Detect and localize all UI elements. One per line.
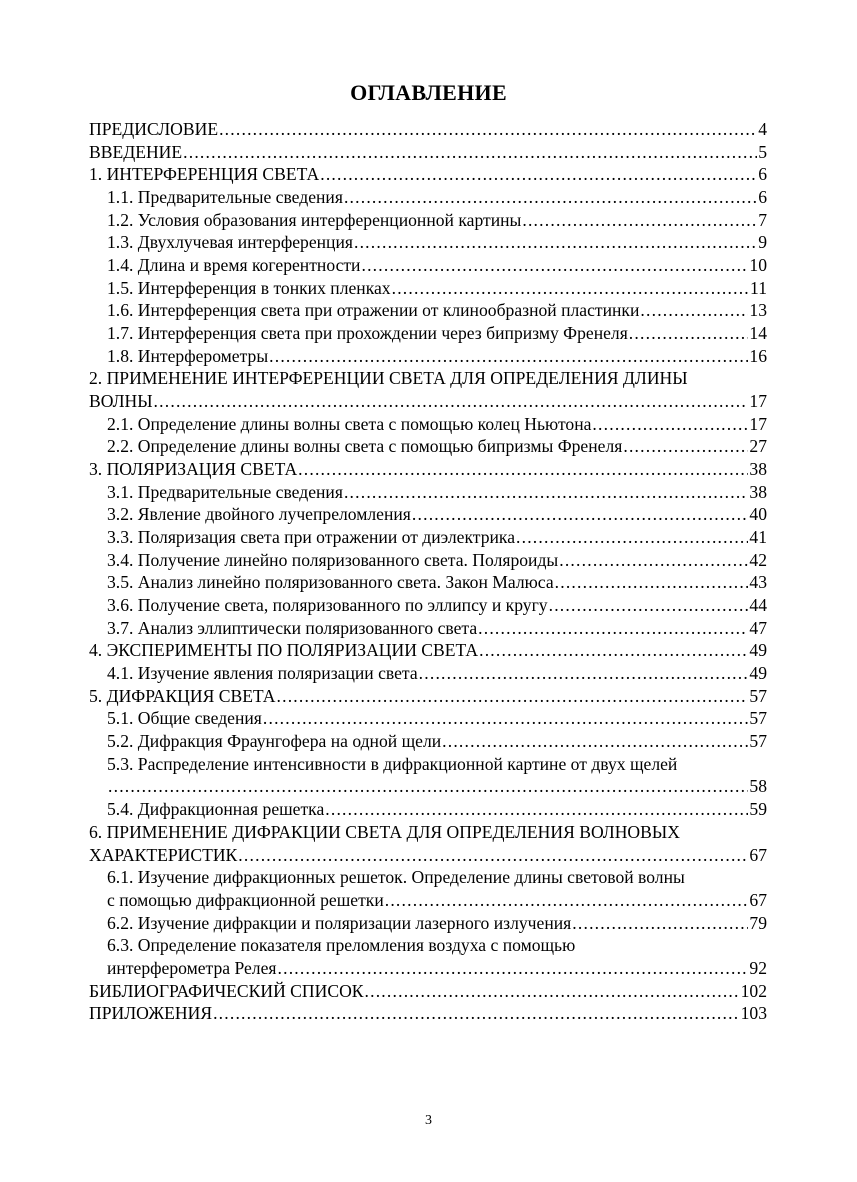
toc-entry-page: 27 bbox=[749, 436, 767, 457]
dot-leader bbox=[516, 526, 748, 549]
toc-entry[interactable] bbox=[89, 163, 767, 186]
toc-entry[interactable] bbox=[89, 231, 767, 254]
toc-entry-title: 4.1. Изучение явления поляризации света bbox=[107, 663, 418, 684]
toc-entry-title: 5. ДИФРАКЦИЯ СВЕТА bbox=[89, 685, 276, 706]
toc-entry[interactable] bbox=[89, 526, 767, 549]
toc-entry-title: 1.8. Интерферометры bbox=[107, 345, 269, 366]
toc-entry-page: 4 bbox=[758, 119, 767, 139]
toc-entry-page: 49 bbox=[749, 663, 767, 684]
toc-entry-page: 43 bbox=[749, 572, 767, 593]
dot-leader bbox=[478, 617, 748, 640]
toc-entry-title: 1.1. Предварительные сведения bbox=[107, 187, 343, 208]
toc-entry[interactable] bbox=[89, 798, 767, 821]
toc-entry-title: 3.2. Явление двойного лучепреломления bbox=[107, 504, 411, 525]
dot-leader bbox=[442, 730, 748, 753]
dot-leader bbox=[344, 186, 757, 209]
toc-entry-page: 38 bbox=[749, 459, 767, 480]
dot-leader bbox=[298, 458, 748, 481]
dot-leader bbox=[361, 254, 748, 277]
toc-entry-title: 1. ИНТЕРФЕРЕНЦИЯ СВЕТА bbox=[89, 164, 320, 185]
toc-entry-page: 59 bbox=[749, 799, 767, 820]
toc-entry-title: ХАРАКТЕРИСТИК bbox=[89, 844, 238, 865]
toc-entry[interactable] bbox=[89, 413, 767, 436]
toc-entry-page: 5 bbox=[758, 141, 767, 162]
toc-entry-page: 47 bbox=[749, 617, 767, 638]
toc-entry[interactable] bbox=[89, 549, 767, 572]
toc-entry-page: 17 bbox=[749, 413, 767, 434]
dot-leader bbox=[629, 322, 749, 345]
toc-entry-page: 6 bbox=[758, 164, 767, 185]
toc-entry-page: 57 bbox=[749, 708, 767, 729]
toc-entry-title: 5.1. Общие сведения bbox=[107, 708, 262, 729]
page-title: ОГЛАВЛЕНИЕ bbox=[350, 80, 507, 105]
toc-entry[interactable] bbox=[89, 503, 767, 526]
toc-entry-page: 44 bbox=[749, 595, 767, 616]
toc-entry-title: 3.3. Поляризация света при отражении от диэлектрика bbox=[107, 527, 515, 548]
toc-entry-title: 1.6. Интерференция света при отражении от клинообразной пластинки bbox=[107, 300, 640, 321]
toc-entry-title: 3.1. Предварительные сведения bbox=[107, 481, 343, 502]
toc-entry[interactable] bbox=[89, 481, 767, 504]
toc-entry-first-line: 6.1. Изучение дифракционных решеток. Определение длины световой волны bbox=[107, 867, 685, 888]
toc-entry-page: 42 bbox=[749, 549, 767, 570]
toc-entry-title: ВВЕДЕНИЕ bbox=[89, 141, 183, 162]
dot-leader bbox=[238, 844, 748, 867]
dot-leader bbox=[392, 277, 749, 300]
dot-leader bbox=[277, 685, 749, 708]
toc-entry[interactable] bbox=[89, 390, 767, 413]
toc-entry-title: 6.2. Изучение дифракции и поляризации лазерного излучения bbox=[107, 912, 572, 933]
table-of-contents bbox=[89, 118, 767, 1025]
toc-entry[interactable] bbox=[89, 141, 767, 164]
toc-entry[interactable] bbox=[89, 775, 767, 798]
toc-entry[interactable] bbox=[89, 186, 767, 209]
toc-entry[interactable] bbox=[89, 254, 767, 277]
toc-entry-title: 3.4. Получение линейно поляризованного света. Поляроиды bbox=[107, 549, 559, 570]
toc-entry-page: 57 bbox=[749, 685, 767, 706]
toc-entry[interactable] bbox=[89, 844, 767, 867]
dot-leader bbox=[522, 209, 757, 232]
toc-entry-title: 2.1. Определение длины волны света с помощью колец Ньютона bbox=[107, 413, 592, 434]
toc-entry-page: 67 bbox=[749, 889, 767, 910]
toc-entry-first-line: 5.3. Распределение интенсивности в дифракционной картине от двух щелей bbox=[107, 753, 678, 774]
toc-entry-title: 4. ЭКСПЕРИМЕНТЫ ПО ПОЛЯРИЗАЦИИ СВЕТА bbox=[89, 640, 479, 661]
toc-entry-page: 57 bbox=[749, 731, 767, 752]
toc-entry[interactable] bbox=[89, 912, 767, 935]
page-number: 3 bbox=[425, 1113, 432, 1128]
toc-entry-title: 2.2. Определение длины волны света с помощью бипризмы Френеля bbox=[107, 436, 623, 457]
toc-entry-first-line: 2. ПРИМЕНЕНИЕ ИНТЕРФЕРЕНЦИИ СВЕТА ДЛЯ ОПРЕДЕЛЕНИЯ ДЛИНЫ bbox=[89, 368, 688, 389]
toc-entry-title: ВОЛНЫ bbox=[89, 391, 153, 412]
toc-entry-title: 1.2. Условия образования интерференционной картины bbox=[107, 209, 522, 230]
toc-entry[interactable] bbox=[89, 730, 767, 753]
dot-leader bbox=[344, 481, 748, 504]
dot-leader bbox=[325, 798, 748, 821]
toc-entry-page: 10 bbox=[749, 255, 767, 276]
toc-entry-title: БИБЛИОГРАФИЧЕСКИЙ СПИСОК bbox=[89, 980, 364, 1001]
toc-entry-page: 103 bbox=[740, 1003, 767, 1024]
toc-entry[interactable] bbox=[89, 639, 767, 662]
toc-entry-title: 1.7. Интерференция света при прохождении через бипризму Френеля bbox=[107, 323, 628, 344]
toc-entry-page: 14 bbox=[749, 323, 767, 344]
toc-entry[interactable] bbox=[89, 209, 767, 232]
toc-entry[interactable] bbox=[89, 957, 767, 980]
dot-leader bbox=[419, 662, 749, 685]
dot-leader bbox=[269, 345, 748, 368]
toc-entry-page: 6 bbox=[758, 187, 767, 208]
dot-leader bbox=[572, 912, 748, 935]
toc-entry-title: 3.7. Анализ эллиптически поляризованного света bbox=[107, 617, 478, 638]
toc-entry-title: ПРИЛОЖЕНИЯ bbox=[89, 1003, 213, 1024]
dot-leader bbox=[213, 1002, 740, 1025]
dot-leader bbox=[365, 980, 740, 1003]
toc-entry[interactable] bbox=[89, 345, 767, 368]
toc-entry-title: 3.5. Анализ линейно поляризованного света. Закон Малюса bbox=[107, 572, 554, 593]
toc-entry-page: 40 bbox=[749, 504, 767, 525]
toc-entry-page: 16 bbox=[749, 345, 767, 366]
toc-entry-title: с помощью дифракционной решетки bbox=[107, 889, 384, 910]
toc-entry-page: 41 bbox=[749, 527, 767, 548]
toc-entry[interactable] bbox=[89, 458, 767, 481]
toc-entry-page: 7 bbox=[758, 209, 767, 230]
toc-entry-first-line: 6.3. Определение показателя преломления воздуха с помощью bbox=[107, 935, 576, 956]
toc-entry[interactable] bbox=[89, 662, 767, 685]
dot-leader bbox=[559, 549, 748, 572]
toc-entry-page: 67 bbox=[749, 844, 767, 865]
dot-leader bbox=[263, 707, 749, 730]
toc-entry-title: 3. ПОЛЯРИЗАЦИЯ СВЕТА bbox=[89, 459, 298, 480]
toc-entry[interactable] bbox=[89, 707, 767, 730]
toc-entry-title: 5.2. Дифракция Фраунгофера на одной щели bbox=[107, 731, 442, 752]
dot-leader bbox=[354, 231, 757, 254]
toc-entry-page: 9 bbox=[758, 232, 767, 253]
dot-leader bbox=[219, 118, 757, 141]
toc-entry[interactable] bbox=[89, 435, 767, 458]
toc-entry[interactable] bbox=[89, 571, 767, 594]
toc-entry-title: 3.6. Получение света, поляризованного по эллипсу и кругу bbox=[107, 595, 548, 616]
toc-entry[interactable] bbox=[89, 594, 767, 617]
toc-entry[interactable] bbox=[89, 322, 767, 345]
toc-entry[interactable] bbox=[89, 685, 767, 708]
toc-entry-page: 102 bbox=[740, 980, 767, 1001]
dot-leader bbox=[640, 299, 748, 322]
toc-entry[interactable] bbox=[89, 277, 767, 300]
dot-leader bbox=[183, 141, 757, 164]
toc-entry-page: 58 bbox=[749, 776, 767, 797]
toc-entry-page: 11 bbox=[750, 277, 767, 298]
toc-entry[interactable] bbox=[89, 889, 767, 912]
dot-leader bbox=[623, 435, 748, 458]
toc-entry-page: 17 bbox=[749, 391, 767, 412]
toc-entry[interactable] bbox=[89, 118, 767, 141]
dot-leader bbox=[549, 594, 749, 617]
toc-entry-page: 92 bbox=[749, 957, 767, 978]
toc-entry-title: ПРЕДИСЛОВИЕ bbox=[89, 119, 219, 139]
dot-leader bbox=[479, 639, 748, 662]
toc-entry-title: 1.4. Длина и время когерентности bbox=[107, 255, 361, 276]
dot-leader bbox=[108, 775, 748, 798]
toc-entry-title: 5.4. Дифракционная решетка bbox=[107, 799, 325, 820]
toc-entry[interactable] bbox=[89, 980, 767, 1003]
toc-entry[interactable] bbox=[89, 299, 767, 322]
dot-leader bbox=[320, 163, 757, 186]
toc-entry-first-line: 6. ПРИМЕНЕНИЕ ДИФРАКЦИИ СВЕТА ДЛЯ ОПРЕДЕЛЕНИЯ ВОЛНОВЫХ bbox=[89, 821, 680, 842]
toc-entry[interactable] bbox=[89, 617, 767, 640]
toc-entry-page: 38 bbox=[749, 481, 767, 502]
toc-entry-title: 1.3. Двухлучевая интерференция bbox=[107, 232, 353, 253]
dot-leader bbox=[555, 571, 749, 594]
dot-leader bbox=[278, 957, 749, 980]
dot-leader bbox=[385, 889, 749, 912]
toc-entry-page: 13 bbox=[749, 300, 767, 321]
toc-entry-page: 49 bbox=[749, 640, 767, 661]
toc-entry-title: интерферометра Релея bbox=[107, 957, 277, 978]
toc-entry-title: 1.5. Интерференция в тонких пленках bbox=[107, 277, 391, 298]
dot-leader bbox=[154, 390, 749, 413]
toc-entry-page: 79 bbox=[749, 912, 767, 933]
dot-leader bbox=[412, 503, 749, 526]
dot-leader bbox=[592, 413, 748, 436]
toc-entry[interactable] bbox=[89, 1002, 767, 1025]
